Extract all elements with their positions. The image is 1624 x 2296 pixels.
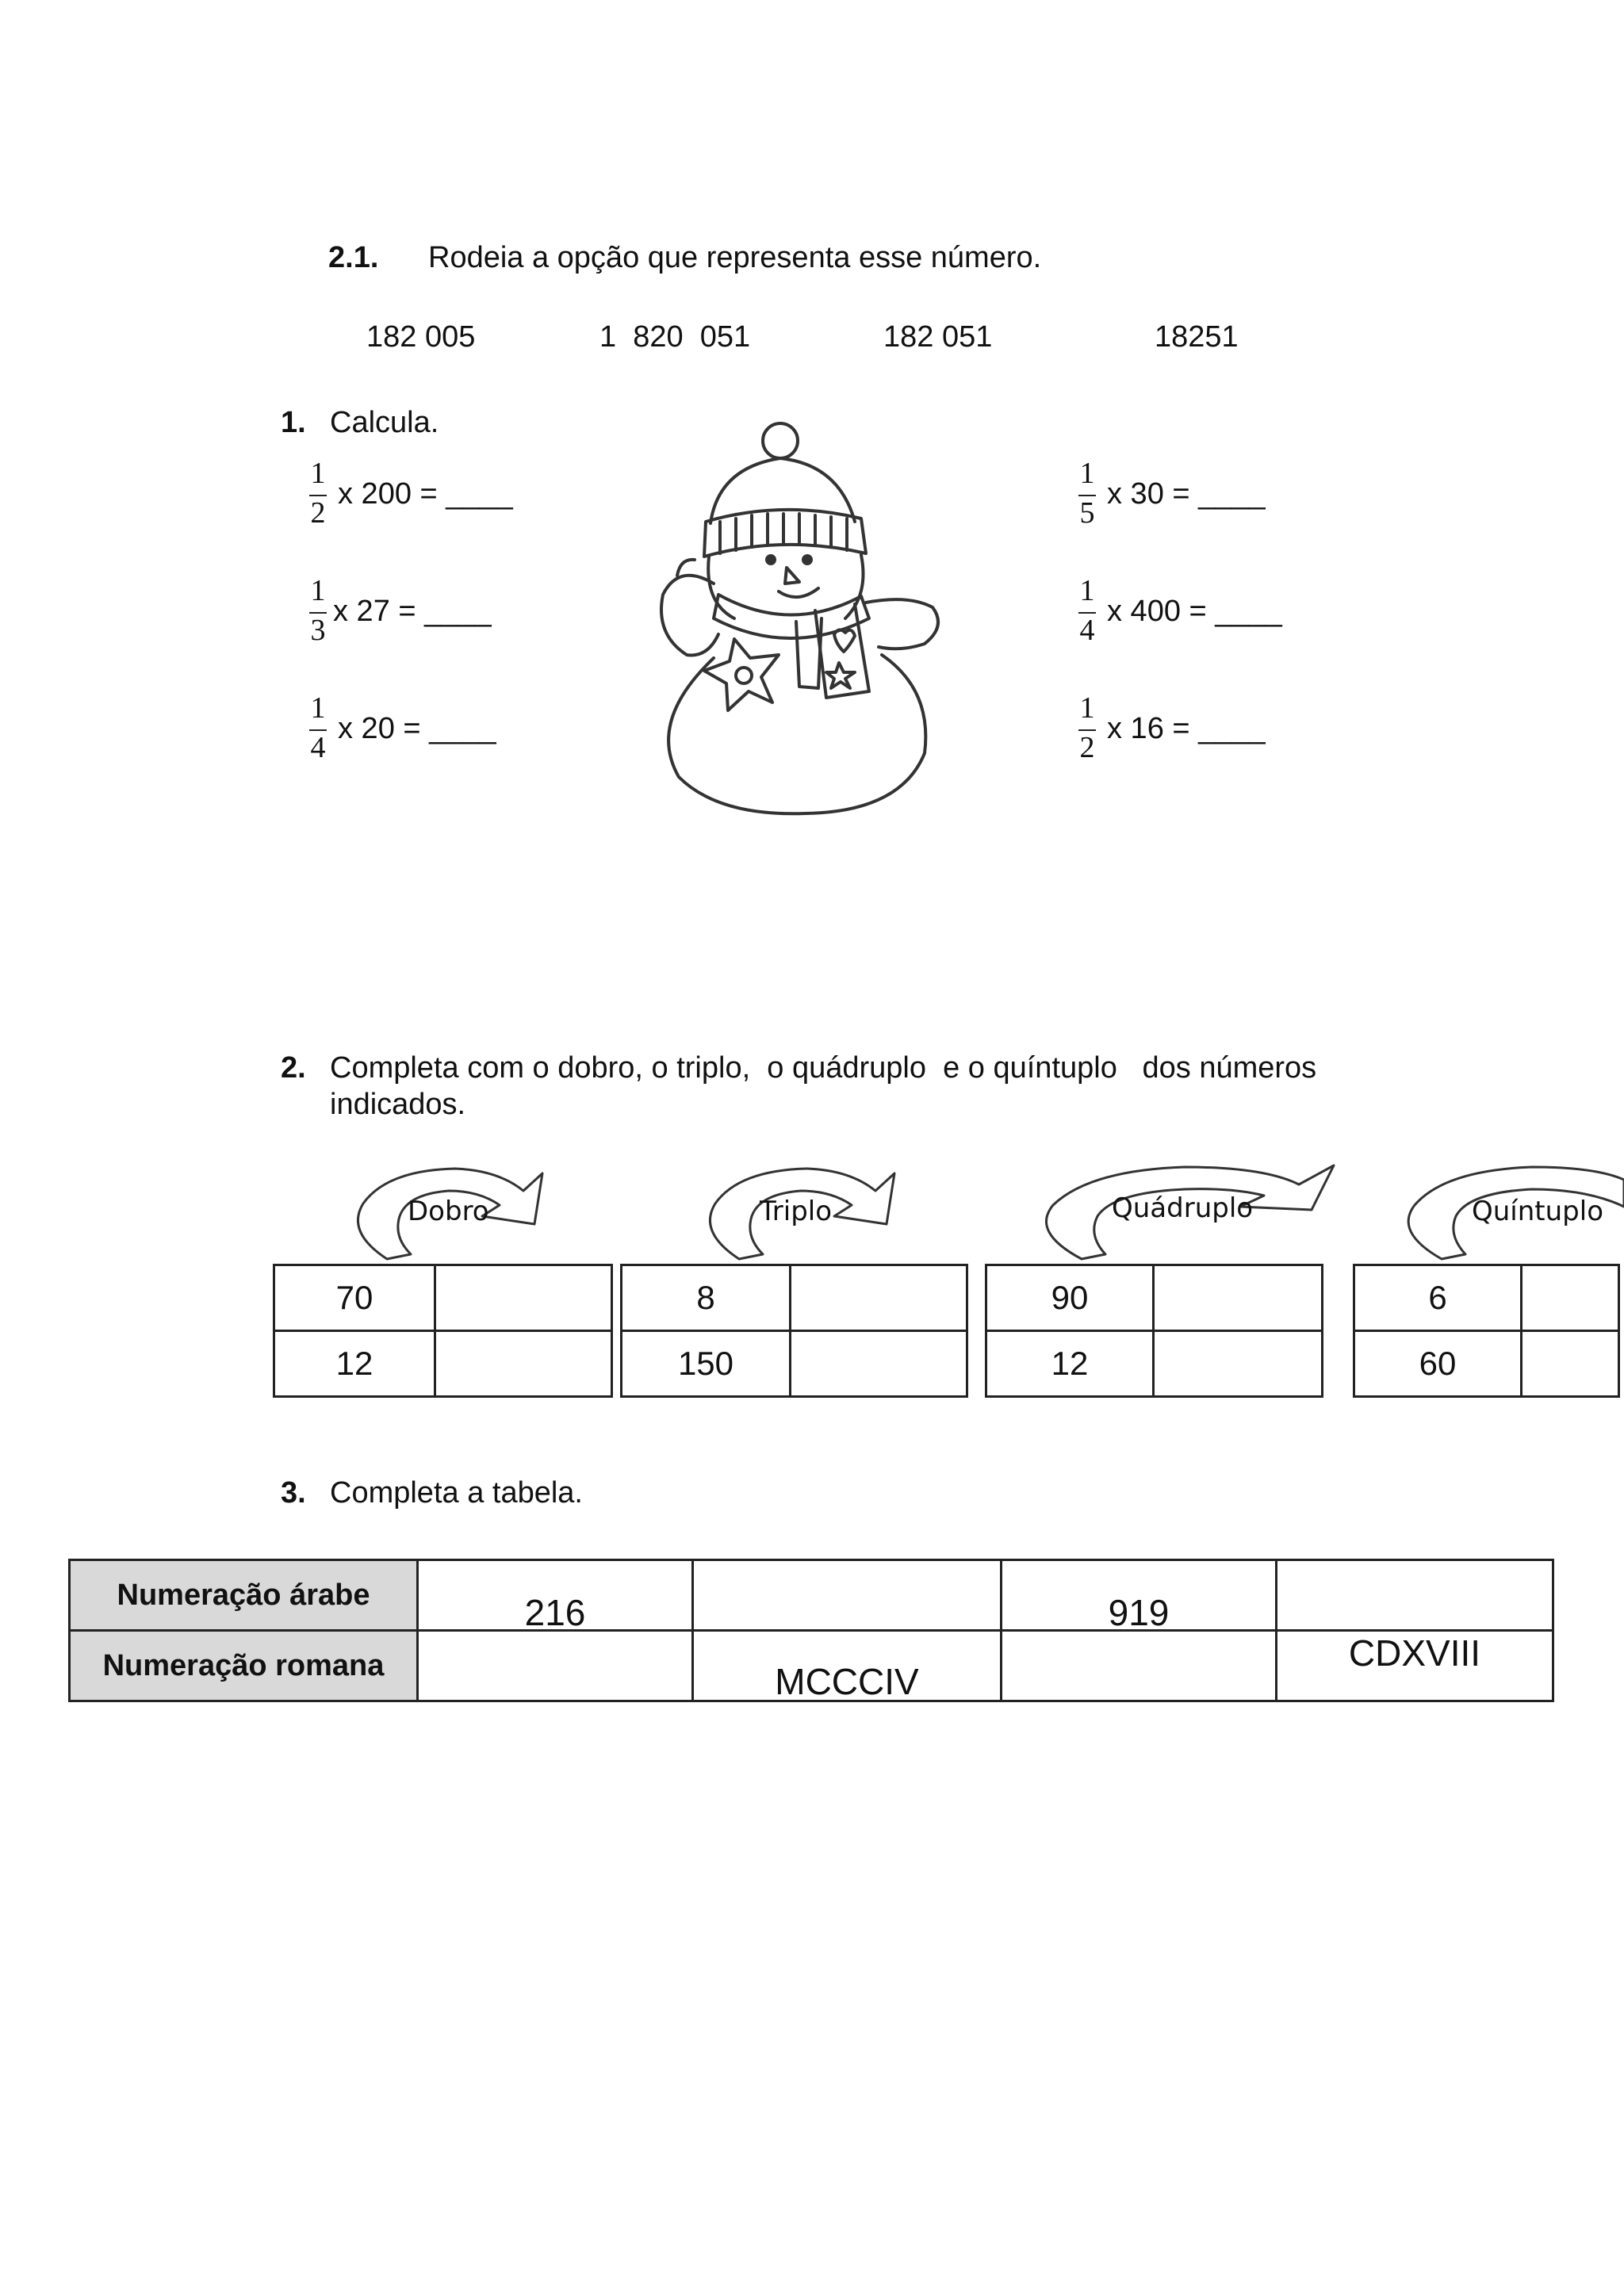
q2-instruction-line2: indicados. xyxy=(330,1088,466,1121)
given-number: 6 xyxy=(1354,1265,1522,1331)
cell-value: 919 xyxy=(1108,1592,1170,1633)
table-row xyxy=(274,1331,612,1397)
fraction-denominator: 2 xyxy=(1079,731,1095,764)
answer-cell[interactable] xyxy=(791,1331,967,1397)
table-row xyxy=(622,1265,967,1331)
arabic-cell[interactable] xyxy=(418,1560,693,1631)
arabic-cell[interactable] xyxy=(693,1560,1002,1631)
q21-option-3[interactable]: 182 051 xyxy=(883,320,993,354)
dobro-table xyxy=(273,1264,613,1398)
fraction-denominator: 4 xyxy=(310,731,326,764)
cell-value: 216 xyxy=(524,1592,586,1633)
q2-instruction-line1: Completa com o dobro, o triplo, o quádruplo e o quíntuplo dos números xyxy=(330,1051,1317,1085)
roman-cell[interactable] xyxy=(1002,1631,1277,1701)
q21-number: 2.1. xyxy=(328,241,379,274)
answer-cell[interactable] xyxy=(1154,1265,1323,1331)
table-row xyxy=(70,1560,1553,1631)
triplo-table xyxy=(620,1264,968,1398)
given-number: 150 xyxy=(622,1331,791,1397)
fraction-denominator: 4 xyxy=(1079,614,1095,647)
q1-title: Calcula. xyxy=(330,406,439,439)
cell-value: CDXVIII xyxy=(1348,1632,1481,1674)
q1-number: 1. xyxy=(281,406,306,439)
arrow-label-triplo: Triplo xyxy=(760,1196,833,1227)
given-number: 8 xyxy=(622,1265,791,1331)
exercise-expression[interactable]: x 27 = ____ xyxy=(333,595,492,628)
fraction-numerator: 1 xyxy=(310,457,326,490)
fraction-numerator: 1 xyxy=(1079,574,1095,607)
exercise-expression[interactable]: x 200 = ____ xyxy=(338,477,513,511)
q21-option-1[interactable]: 182 005 xyxy=(366,320,476,354)
given-number: 60 xyxy=(1354,1331,1522,1397)
table-row xyxy=(622,1331,967,1397)
arabic-cell[interactable] xyxy=(1002,1560,1277,1631)
arrow-label-dobro: Dobro xyxy=(408,1196,489,1227)
fraction-denominator: 2 xyxy=(310,496,326,530)
q21-instruction: Rodeia a opção que representa esse número. xyxy=(428,241,1042,274)
answer-cell[interactable] xyxy=(435,1331,612,1397)
roman-cell[interactable] xyxy=(418,1631,693,1701)
fraction-numerator: 1 xyxy=(310,574,326,607)
header-arabic: Numeração árabe xyxy=(70,1560,418,1631)
fraction-numerator: 1 xyxy=(310,691,326,725)
arrow-label-quadruplo: Quádruplo xyxy=(1112,1192,1254,1224)
given-number: 90 xyxy=(986,1265,1154,1331)
table-row xyxy=(986,1331,1323,1397)
arabic-cell[interactable] xyxy=(1277,1560,1553,1631)
given-number: 12 xyxy=(986,1331,1154,1397)
exercise-expression[interactable]: x 20 = ____ xyxy=(338,712,496,745)
header-roman: Numeração romana xyxy=(70,1631,418,1701)
q3-title: Completa a tabela. xyxy=(330,1476,583,1510)
fraction-denominator: 5 xyxy=(1079,496,1095,530)
arrow-label-quintuplo: Quíntuplo xyxy=(1472,1196,1604,1227)
table-row xyxy=(986,1265,1323,1331)
quadruplo-table xyxy=(985,1264,1323,1398)
q2-number: 2. xyxy=(281,1051,306,1085)
cell-value: MCCCIV xyxy=(775,1661,919,1702)
numeration-table xyxy=(68,1559,1554,1702)
quintuplo-table xyxy=(1353,1264,1620,1398)
q21-option-2[interactable]: 1 820 051 xyxy=(599,320,751,354)
exercise-expression[interactable]: x 400 = ____ xyxy=(1107,595,1282,628)
fraction-numerator: 1 xyxy=(1079,691,1095,725)
snowman-illustration xyxy=(631,420,972,817)
table-row xyxy=(1354,1265,1619,1331)
table-row xyxy=(70,1631,1553,1701)
answer-cell[interactable] xyxy=(1154,1331,1323,1397)
answer-cell[interactable] xyxy=(791,1265,967,1331)
exercise-expression[interactable]: x 30 = ____ xyxy=(1107,477,1266,511)
q3-number: 3. xyxy=(281,1476,306,1510)
given-number: 12 xyxy=(274,1331,435,1397)
table-row xyxy=(1354,1331,1619,1397)
roman-cell[interactable] xyxy=(693,1631,1002,1701)
given-number: 70 xyxy=(274,1265,435,1331)
answer-cell[interactable] xyxy=(1522,1331,1619,1397)
answer-cell[interactable] xyxy=(435,1265,612,1331)
q21-option-4[interactable]: 18251 xyxy=(1155,320,1239,354)
table-row xyxy=(274,1265,612,1331)
answer-cell[interactable] xyxy=(1522,1265,1619,1331)
fraction-numerator: 1 xyxy=(1079,457,1095,490)
roman-cell[interactable] xyxy=(1277,1631,1553,1701)
fraction-denominator: 3 xyxy=(310,614,326,647)
exercise-expression[interactable]: x 16 = ____ xyxy=(1107,712,1266,745)
